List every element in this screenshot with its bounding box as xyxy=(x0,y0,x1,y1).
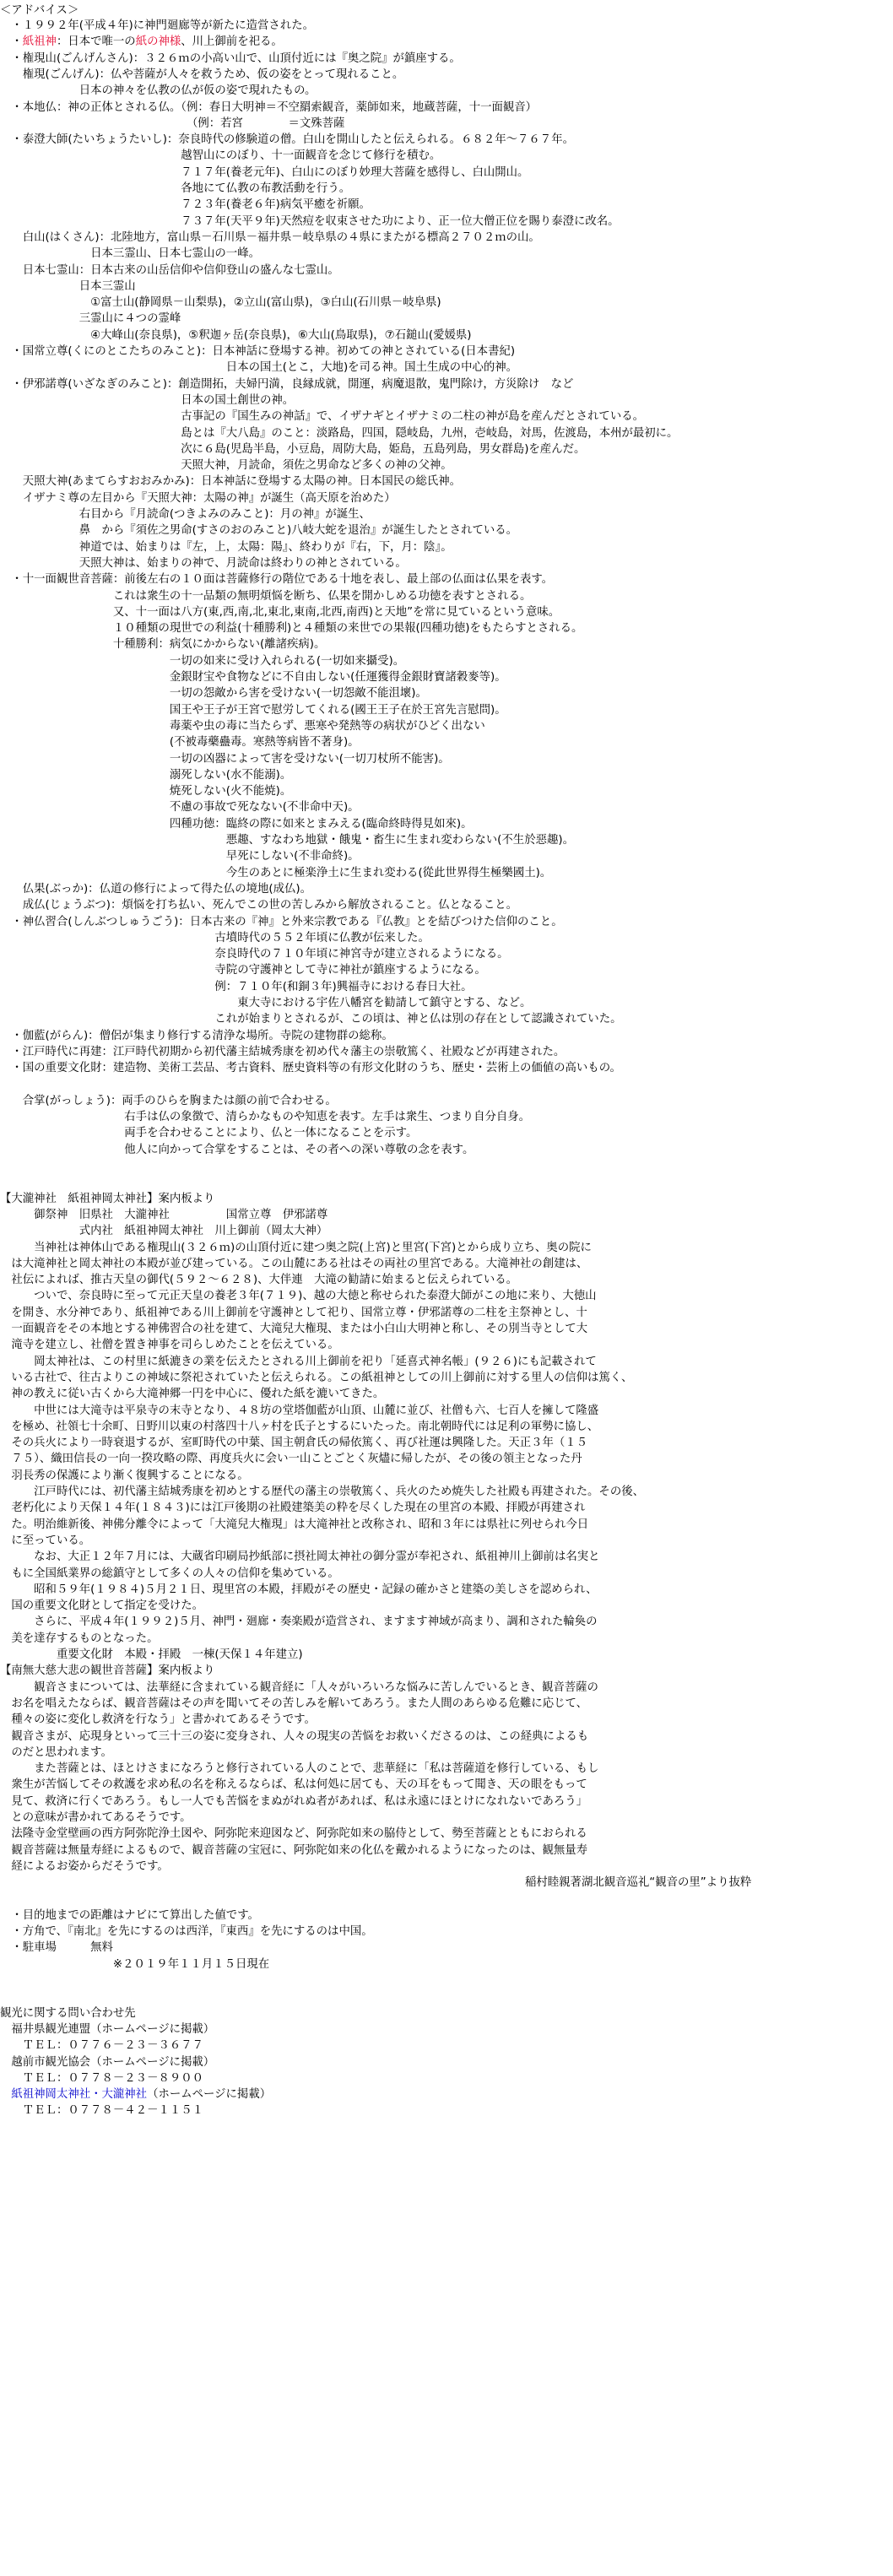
text-line: 日本の国土(とこ，大地)を司る神。国土生成の中心的神。 xyxy=(0,361,518,375)
text-line: 両手を合わせることにより、仏と一体になることを示す。 xyxy=(0,1127,418,1140)
text-line: 天照大神，月読命，須佐之男命など多くの神の父神。 xyxy=(0,459,452,473)
text-line: 日本三霊山、日本七霊山の一峰。 xyxy=(0,247,260,261)
text-line: 古墳時代の５５２年頃に仏教が伝来した。 xyxy=(0,931,430,944)
text-line: 早死にしない(不非命終)。 xyxy=(0,850,360,863)
text-line: ・国常立尊(くにのとこたちのみこと)：日本神話に登場する神。初めての神とされている(日本書紀) xyxy=(0,345,516,358)
text-line: 神の教えに従い古くから大滝神郷一円を中心に、優れた紙を漉いてきた。 xyxy=(0,1388,385,1401)
text-line: 式内社 紙祖神岡太神社 川上御前（岡太大神） xyxy=(0,1225,328,1238)
text-line: 悪趣、すなわち地獄・餓鬼・畜生に生まれ変わらない(不生於惡趣)。 xyxy=(0,834,574,847)
text-line: ・紙祖神：日本で唯一の紙の神様、川上御前を祀る。 xyxy=(0,35,283,49)
text-line: 日本三霊山 xyxy=(0,279,136,293)
text-line: 日本の国土創世の神。 xyxy=(0,393,295,407)
text-line: 成仏(じょうぶつ)：煩悩を打ち払い、死んでこの世の苦しみから解放されること。仏となること。 xyxy=(0,899,518,912)
text-line: ・国の重要文化財：建造物、美術工芸品、考古資料、歴史資料等の有形文化財のうち、歴史・芸術上の価値の高いもの。 xyxy=(0,1062,621,1075)
text-line: これが始まりとされるが、この頃は、神と仏は別の存在として認識されていた。 xyxy=(0,1013,622,1026)
text-line: ・江戸時代に再建：江戸時代初期から初代藩主結城秀康を初め代々藩主の崇敬篤く、社殿などが再建された。 xyxy=(0,1045,566,1058)
text-line: 昭和５９年(１９８４)５月２１日、現里宮の本殿，拝殿がその歴史・記録の確かさと建築の美しさを認められ、 xyxy=(0,1583,598,1596)
text-line: ・神仏習合(しんぶつしゅうごう)：日本古来の『神』と外来宗教である『仏教』とを結びつけた信仰のこと。 xyxy=(0,915,563,928)
text-line: 金銀財宝や食物などに不自由しない(任運獲得金銀財寶諸穀麥等)。 xyxy=(0,671,506,684)
text-line: 観光に関する問い合わせ先 xyxy=(0,2006,136,2020)
text-line: 右目から『月読命(つきよみのみこと)：月の神』が誕生、 xyxy=(0,508,371,521)
text-line: 御祭神 旧県社 大瀧神社 国常立尊 伊邪諾尊 xyxy=(0,1208,328,1221)
text-line: ７５）、織田信長の一向一揆攻略の際、再度兵火に会い一山ことごとく灰燼に帰したが、その後の領主となった丹 xyxy=(0,1453,582,1466)
text-line: なお、大正１２年７月には、大蔵省印刷局抄紙部に摂社岡太神社の御分霊が奉祀され、紙祖神川上御前は名実と xyxy=(0,1550,600,1564)
text-line: ・十一面観世音菩薩：前後左右の１０面は菩薩修行の階位である十地を表し、最上部の仏面は仏果を表す。 xyxy=(0,573,554,587)
text-line: 三霊山に４つの霊峰 xyxy=(0,312,181,326)
text-line: た。明治維新後、神佛分離令によって「大滝兒大権現」は大滝神社と改称され、昭和３年には県社に列せられ今日 xyxy=(0,1518,589,1531)
text-line: 古事記の『国生みの神話』で、イザナギとイザナミの二柱の神が島を産んだとされている。 xyxy=(0,410,644,424)
text-line: 例：７１０年(和銅３年)興福寺における春日大社。 xyxy=(0,980,473,993)
text-line: ・１９９２年(平成４年)に神門廻廊等が新たに造営された。 xyxy=(0,19,314,32)
text-line: 一切の怨敵から害を受けない(一切怨敵不能沮壞)。 xyxy=(0,687,427,701)
text-line: 羽長秀の保護により漸く復興することになる。 xyxy=(0,1469,249,1482)
text-line: 江戸時代には、初代藩主結城秀康を初めとする歴代の藩主の崇敬篤く、兵火のため焼失した社殿も再建された。その後、 xyxy=(0,1486,644,1498)
text-line: ７２３年(養老６年)病気平癒を祈願。 xyxy=(0,198,371,212)
text-line: ＴＥＬ：０７７６－２３－３６７７ xyxy=(0,2039,204,2053)
text-line: 見て、救済に行くであろう。もし一人でも苦悩をまぬがれぬ者があれば、私は永遠にほとけになれないであろう」 xyxy=(0,1794,588,1808)
text-line: を開き、水分神であり、紙祖神である川上御前を守護神として祀り、国常立尊・伊邪諾尊の二柱を主祭神とし、十 xyxy=(0,1306,587,1319)
text-line: 毒薬や虫の毒に当たらず、悪寒や発熱等の病状がひどく出ない xyxy=(0,719,485,733)
text-line: 白山(はくさん)：北陸地方，富山県－石川県－福井県－岐阜県の４県にまたがる標高２７０２ｍの山。 xyxy=(0,230,540,244)
text-line: 日本の神々を仏教の仏が仮の姿で現れたもの。 xyxy=(0,84,317,98)
advice-heading: ＜アドバイス＞ xyxy=(0,4,79,17)
text-line: ・本地仏：神の正体とされる仏。（例：春日大明神＝不空羂索観音，薬師如来，地蔵菩薩，十一面観音） xyxy=(0,100,538,114)
text-line: 天照大神は、始まりの神で、月読命は終わりの神とされている。 xyxy=(0,556,407,570)
text-line: 次に６島(児島半島，小豆島，周防大島，姫島，五島列島，男女群島)を産んだ。 xyxy=(0,442,586,456)
text-line: 他人に向かって合掌をすることは、その者への深い尊敬の念を表す。 xyxy=(0,1143,474,1156)
text-line: 国王や王子が王宮で慰労してくれる(國王王子在於王宮先言慰問)。 xyxy=(0,703,506,717)
text-line: 寺院の守護神として寺に神社が鎮座するようになる。 xyxy=(0,964,486,977)
text-line: ④大峰山(奈良県)，⑤釈迦ヶ岳(奈良県)，⑥大山(鳥取県)，⑦石鎚山(愛媛県) xyxy=(0,328,472,342)
text-line: ①富士山(静岡県－山梨県)，②立山(富山県)，③白山(石川県－岐阜県) xyxy=(0,296,441,310)
text-line: ・駐車場 無料 xyxy=(0,1941,113,1955)
text-line: 神道では、始まりは『左，上，太陽：陽』、終わりが『右，下，月：陰』。 xyxy=(0,540,452,554)
text-line: ７１７年(養老元年)、白山にのぼり妙理大菩薩を感得し、白山開山。 xyxy=(0,165,529,179)
text-line: 国の重要文化財として指定を受けた。 xyxy=(0,1599,204,1613)
text-line: 不慮の事故で死なない(不非命中天)。 xyxy=(0,801,360,814)
text-line: 法隆寺金堂壁画の西方阿弥陀浄土図や、阿弥陀来迎図など、阿弥陀如来の脇侍として、勢至菩薩とともにおられる xyxy=(0,1827,587,1841)
text-line: 老朽化により天保１４年(１８４３)には江戸後期の社殿建築美の粋を尽くした現在の里宮の本殿、拝殿が再建され xyxy=(0,1502,586,1515)
text-line: 福井県観光連盟（ホームページに掲載） xyxy=(0,2022,215,2036)
text-line: 衆生が苦悩してその救護を求め私の名を称えるならば、私は何処に居ても、天の耳をもって聞き、天の眼をもって xyxy=(0,1778,587,1792)
text-line: 種々の姿に変化し救済を行なう」と書かれてあるそうです。 xyxy=(0,1713,316,1727)
source-signature: 稲村睦親著湖北観音巡礼“観音の里”より抜粋 xyxy=(525,1876,752,1890)
text-line: との意味が書かれてあるそうです。 xyxy=(0,1811,192,1824)
text-line: 岡太神社は、この村里に紙漉きの業を伝えたとされる川上御前を祀り「延喜式神名帳」(９２６)にも記載されて xyxy=(0,1355,597,1368)
text-line: ・伊邪諾尊(いざなぎのみこと)：創造開拓，夫婦円満，良縁成就，開運，病魔退散，鬼門除け，方災除け など xyxy=(0,377,574,391)
text-line: （例：若宮 ＝文殊菩薩 xyxy=(0,116,345,130)
text-line: 中世には大滝寺は平泉寺の末寺となり、４８坊の堂塔伽藍が山頂、山麓に並び、社僧も六、七百人を擁して隆盛 xyxy=(0,1404,599,1417)
text-line: 島とは『大八島』のこと：淡路島，四国，隠岐島，九州，壱岐島，対馬，佐渡島，本州が最初に。 xyxy=(0,426,679,440)
text-line: 十種勝利：病気にかからない(離諸疾病)。 xyxy=(0,638,326,652)
text-line: 一切の凶器によって害を受けない(一切刀杖所不能害)。 xyxy=(0,752,450,766)
text-line: 奈良時代の７１０年頃に神宮寺が建立されるようになる。 xyxy=(0,948,509,961)
text-line: これは衆生の十一品類の無明煩悩を断ち、仏果を開かしめる功徳を表すとされる。 xyxy=(0,589,532,603)
text-line: 一切の如来に受け入れられる(一切如来攝受)。 xyxy=(0,654,405,668)
text-line: ７３７年(天平９年)天然痘を収束させた功により、正一位大僧正位を賜り泰澄に改名。 xyxy=(0,214,620,228)
text-line: 観音菩薩は無量寿経によるもので、観音菩薩の宝冠に、阿弥陀如来の化仏を戴かれるようになったのは、観無量寿 xyxy=(0,1843,588,1857)
text-line: 美を達存するものとなった。 xyxy=(0,1632,159,1645)
text-line: ついで、奈良時に至って元正天皇の養老３年(７１９)、越の大徳と称せられた泰澄大師がこの地に来り、大徳山 xyxy=(0,1290,597,1303)
text-line: 仏果(ぶっか)：仏道の修行によって得た仏の境地(成仏)。 xyxy=(0,882,312,896)
text-line: 合掌(がっしょう)：両手のひらを胸または顔の前で合わせる。 xyxy=(0,1094,337,1107)
text-line: ・権現山(ごんげんさん)：３２６ｍの小高い山で、山頂付近には『奥之院』が鎮座する。 xyxy=(0,51,461,65)
text-line: 溺死しない(水不能溺)。 xyxy=(0,768,292,782)
text-line: ・目的地までの距離はナビにて算出した値です。 xyxy=(0,1908,259,1922)
text-line: 四種功徳：臨終の際に如来とまみえる(臨命終時得見如來)。 xyxy=(0,817,473,831)
text-line: １０種類の現世での利益(十種勝利)と４種類の来世での果報(四種功徳)をもたらすとされる。 xyxy=(0,622,583,636)
text-line: 鼻 から『須佐之男命(すさのおのみこと)八岐大蛇を退治』が誕生したとされている。 xyxy=(0,524,518,538)
text-line: もに全国紙業界の総鎮守として多くの人々の信仰を集めている。 xyxy=(0,1567,339,1580)
text-line: 各地にて仏教の布教活動を行う。 xyxy=(0,182,351,195)
text-line: ※２０１９年１１月１５日現在 xyxy=(0,1957,270,1971)
text-line: 重要文化財 本殿・拝殿 一棟(天保１４年建立) xyxy=(0,1648,303,1661)
text-line: 一面観音をその本地とする神佛習合の社を建て、大滝兒大権現、または小白山大明神と称し、その別当寺として大 xyxy=(0,1323,588,1335)
text-line: 紙祖神岡太神社・大瀧神社（ホームページに掲載） xyxy=(11,2088,272,2102)
text-line: 焼死しない(火不能焼)。 xyxy=(0,785,292,798)
text-line: また菩薩とは、ほとけさまになろうと修行されている人のことで、悲華経に「私は菩薩道を修行している、もし xyxy=(0,1762,599,1776)
text-line: いる古社で、往古よりこの神域に祭祀されていたと伝えられる。この紙祖神としての川上御前に対する里人の信仰は篤く、 xyxy=(0,1371,633,1384)
text-line: 【大瀧神社 紙祖神岡太神社】案内板より xyxy=(0,1192,215,1205)
text-line: 東大寺における宇佐八幡宮を勧請して鎮守とする、など。 xyxy=(0,997,532,1009)
text-line: のだと思われます。 xyxy=(0,1745,112,1759)
text-line: ・伽藍(がらん)：僧侶が集まり修行する清浄な場所。寺院の建物群の総称。 xyxy=(0,1029,393,1042)
text-line: お名を唱えたならば、観音菩薩はその声を聞いてその苦しみを解いてあろう。また人間のあらゆる危難に応じて、 xyxy=(0,1697,588,1710)
text-line: その兵火により一時衰退するが、室町時代の中葉、国主朝倉氏の帰依篤く、再び社運は興隆した。天正３年（１５ xyxy=(0,1437,588,1450)
text-line: 観音さまが、応現身といって三十三の姿に変身され、人々の現実の苦悩をお救いくださるのは、この経典によるも xyxy=(0,1729,589,1743)
text-line: さらに、平成４年(１９９２)５月、神門・廻廊・奏楽殿が造営され、ますます神域が高まり、調和された輪奐の xyxy=(0,1615,598,1629)
text-line: ＴＥＬ：０７７８－２３－８９００ xyxy=(0,2071,204,2085)
text-line: 日本七霊山：日本古来の山岳信仰や信仰登山の盛んな七霊山。 xyxy=(0,263,339,277)
text-line: 当神社は神体山である権現山(３２６ｍ)の山頂付近に建つ奥之院(上宮)と里宮(下宮)とから成り立ち、奥の院に xyxy=(0,1241,592,1254)
text-line: 権現(ごんげん)：仏や菩薩が人々を救うため、仮の姿をとって現れること。 xyxy=(0,68,404,81)
text-line: ＴＥＬ：０７７８－４２－１１５１ xyxy=(0,2104,204,2118)
text-line: 右手は仏の象徴で、清らかなものや知恵を表す。左手は衆生、つまり自分自身。 xyxy=(0,1111,531,1124)
text-line: 経によるお姿からだそうです。 xyxy=(0,1859,169,1873)
text-line: 越智山にのぼり、十一面観音を念じて修行を積む。 xyxy=(0,149,441,163)
text-line: イザナミ尊の左目から『天照大神：太陽の神』が誕生（高天原を治めた） xyxy=(0,491,396,505)
text-line: 観音さまについては、法華経に含まれている観音経に「人々がいろいろな悩みに苦しんでいるとき、観音菩薩の xyxy=(0,1680,598,1694)
text-line: 滝寺を建立し、社僧を置き神事を司らしめたことを伝えている。 xyxy=(0,1339,339,1352)
text-line: ・方角で、『南北』を先にするのは西洋，『東西』を先にするのは中国。 xyxy=(0,1925,373,1939)
text-line: 天照大神(あまてらすおおみかみ)：日本神話に登場する太陽の神。日本国民の総氏神。 xyxy=(0,475,462,489)
text-line: 越前市観光協会（ホームページに掲載） xyxy=(0,2055,215,2069)
text-line: 【南無大慈大悲の観世音菩薩】案内板より xyxy=(0,1664,215,1678)
text-line: は大滝神社と岡太神社の本殿が並び建っている。この山麓にある社はその両社の里宮である。大滝神社の創建は、 xyxy=(0,1257,588,1270)
text-line: 又、十一面は八方(東,西,南,北,東北,東南,北西,南西)と天地”を常に見ているという意味。 xyxy=(0,605,560,619)
text-line: ・泰澄大師(たいちょうたいし)：奈良時代の修験道の僧。白山を開山したと伝えられる。６８２年～７６７年。 xyxy=(0,133,574,147)
text-line: 今生のあとに極楽浄土に生まれ変わる(從此世界得生極樂國土)。 xyxy=(0,866,552,879)
text-line: を極め、社領七十余町、日野川以東の村落四十八ヶ村を氏子とするにいたった。南北朝時代には足利の軍勢に協し、 xyxy=(0,1420,599,1433)
text-line: に至っている。 xyxy=(0,1534,91,1547)
text-line: 社伝によれば、推古天皇の御代(５９２～６２８)、大伴連 大滝の勧請に始まると伝えられている。 xyxy=(0,1274,518,1287)
text-line: (不被毒藥蠱毒。寒熱等病皆不著身)。 xyxy=(0,736,360,750)
